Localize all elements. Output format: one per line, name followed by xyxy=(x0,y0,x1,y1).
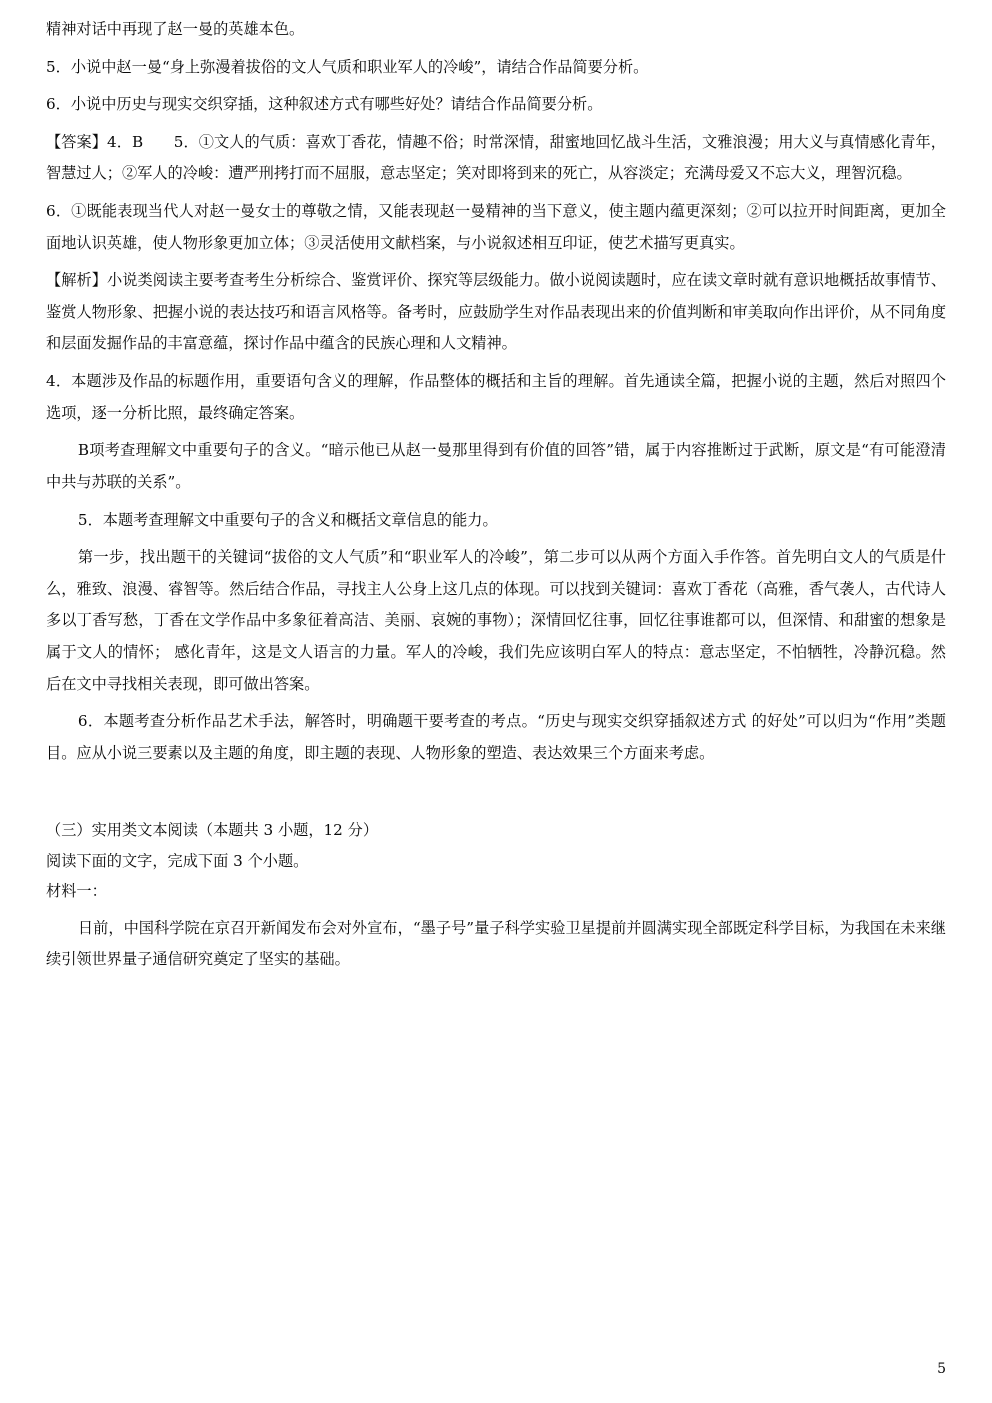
paragraph-continued: 精神对话中再现了赵一曼的英雄本色。 xyxy=(46,20,305,38)
material-label: 材料一： xyxy=(46,882,107,901)
document-body xyxy=(46,14,946,976)
analysis-block: 【解析】小说类阅读主要考查考生分析综合、鉴赏评价、探究等层级能力。做小说阅读题时，应在读文章时就有意识地概括故事情节、鉴赏人物形象、把握小说的表达技巧和语言风格等。备考时，应鼓励学生对作品表现出来的价值判断和审美取向作出评价，从不同角度和层面发掘作品的丰富意蕴，探讨作品中蕴含的民族心理和人文精神。 xyxy=(46,271,946,353)
analysis-question-4: 4．本题涉及作品的标题作用，重要语句含义的理解，作品整体的概括和主旨的理解。首先通读全篇，把握小说的主题，然后对照四个选项，逐一分析比照，最终确定答案。 xyxy=(46,372,946,422)
material-body: 日前，中国科学院在京召开新闻发布会对外宣布，“墨子号”量子科学实验卫星提前并圆满实现全部既定科学目标，为我国在未来继续引领世界量子通信研究奠定了坚实的基础。 xyxy=(46,918,946,969)
question-5-stem: 5．小说中赵一曼“身上弥漫着拔俗的文人气质和职业军人的冷峻”，请结合作品简要分析。 xyxy=(46,57,649,76)
analysis-option-b: B项考查理解文中重要句子的含义。“暗示他已从赵一曼那里得到有价值的回答”错，属于内容推断过于武断，原文是“有可能澄清中共与苏联的关系”。 xyxy=(46,441,946,491)
section-instruction: 阅读下面的文字，完成下面 3 个小题。 xyxy=(46,851,309,870)
analysis-question-5-lead: 5．本题考查理解文中重要句子的含义和概括文章信息的能力。 xyxy=(77,510,498,529)
answer-block: 【答案】4．B 5．①文人的气质：喜欢丁香花，情趣不俗；时常深情，甜蜜地回忆战斗生活，文雅浪漫；用大义与真情感化青年，智慧过人；②军人的冷峻：遭严刑拷打而不屈服，意志坚定；笑对即将到来的死亡，从容淡定；充满母爱又不忘大义，理智沉稳。 xyxy=(46,132,946,183)
answer-question-6: 6．①既能表现当代人对赵一曼女士的尊敬之情，又能表现赵一曼精神的当下意义，使主题内蕴更深刻；②可以拉开时间距离，更加全面地认识英雄，使人物形象更加立体；③灵活使用文献档案，与小说叙述相互印证，使艺术描写更真实。 xyxy=(46,202,946,252)
analysis-question-5-body: 第一步，找出题干的关键词“拔俗的文人气质”和“职业军人的冷峻”，第二步可以从两个方面入手作答。首先明白文人的气质是什么，雅致、浪漫、睿智等。然后结合作品，寻找主人公身上这几点的体现。可以找到关键词：喜欢丁香花（高雅，香气袭人，古代诗人多以丁香写愁，丁香在文学作品中多象征着高洁、美丽、哀婉的事物）；深情回忆往事，回忆往事谁都可以，但深情、和甜蜜的想象是属于文人的情怀； 感化青年，这是文人语言的力量。军人的冷峻，我们先应该明白军人的特点：意志坚定，不怕牺牲，冷静沉稳。然后在文中寻找相关表现，即可做出答案。 xyxy=(46,548,946,693)
section-spacer xyxy=(46,769,946,815)
page-number: 5 xyxy=(937,1361,946,1377)
section-heading: （三）实用类文本阅读（本题共 3 小题，12 分） xyxy=(46,821,379,840)
question-6-stem: 6．小说中历史与现实交织穿插，这种叙述方式有哪些好处？请结合作品简要分析。 xyxy=(46,95,603,114)
analysis-question-6-body: 6．本题考查分析作品艺术手法，解答时，明确题干要考查的考点。“历史与现实交织穿插叙述方式 的好处”可以归为“作用”类题目。应从小说三要素以及主题的角度，即主题的表现、人物形象的塑造、表达效果三个方面来考虑。 xyxy=(46,712,946,762)
